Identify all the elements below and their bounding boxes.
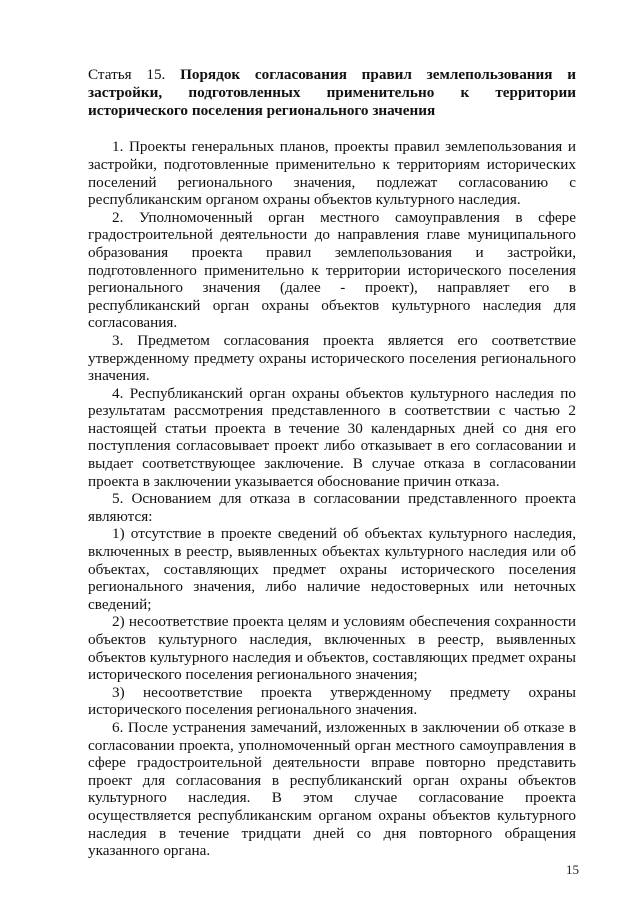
- paragraph-5-item-3: 3) несоответствие проекта утвержденному предмету охраны исторического поселения регионального значения.: [88, 683, 576, 719]
- paragraph-5-item-1: 1) отсутствие в проекте сведений об объектах культурного наследия, включенных в реестр, выявленных объектах культурного наследия или об объектах, составляющих предмет охраны исторического поселения регионального значения, либо наличие недостоверных или неточных сведений;: [88, 525, 576, 613]
- paragraph-3: 3. Предметом согласования проекта является его соответствие утвержденному предмету охраны исторического поселения регионального значения.: [88, 331, 576, 385]
- article-number: Статья 15.: [88, 66, 181, 83]
- paragraph-5-item-2: 2) несоответствие проекта целям и условиям обеспечения сохранности объектов культурного наследия, включенных в реестр, выявленных объектов культурного наследия и объектов, составляющих предмет охраны исторического поселения регионального значения;: [88, 613, 576, 684]
- page-number: 15: [566, 862, 579, 877]
- paragraph-1: 1. Проекты генеральных планов, проекты правил землепользования и застройки, подготовленные применительно к территориям исторических поселений регионального значения, подлежат согласованию с республиканским органом охраны объектов культурного наследия.: [88, 138, 576, 209]
- paragraph-4: 4. Республиканский орган охраны объектов культурного наследия по результатам рассмотрения представленного в соответствии с частью 2 настоящей статьи проекта в течение 30 календарных дней со дня его поступления согласовывает проект либо отказывает в его согласовании и выдает соответствующее заключение. В случае отказа в согласовании проекта в заключении указывается обоснование причин отказа.: [88, 384, 576, 490]
- paragraph-6: 6. После устранения замечаний, изложенных в заключении об отказе в согласовании проекта, уполномоченный орган местного самоуправления в сфере градостроительной деятельности вправе повторно представить проект для согласования в республиканский орган охраны объектов культурного наследия. В этом случае согласование проекта осуществляется республиканским органом охраны объектов культурного наследия в течение тридцати дней со дня повторного обращения указанного органа.: [88, 718, 576, 860]
- paragraph-2: 2. Уполномоченный орган местного самоуправления в сфере градостроительной деятельности до направления главе муниципального образования проекта правил землепользования и застройки, подготовленного применительно к территории исторического поселения регионального значения (далее - проект), направляет его в республиканский орган охраны объектов культурного наследия для согласования.: [88, 208, 576, 332]
- paragraph-5: 5. Основанием для отказа в согласовании представленного проекта являются:: [88, 490, 576, 525]
- article-title: Порядок согласования правил землепользования и застройки, подготовленных применительно к территории исторического поселения регионального значения: [88, 66, 576, 119]
- article-heading: [88, 66, 576, 119]
- document-page: [88, 66, 576, 860]
